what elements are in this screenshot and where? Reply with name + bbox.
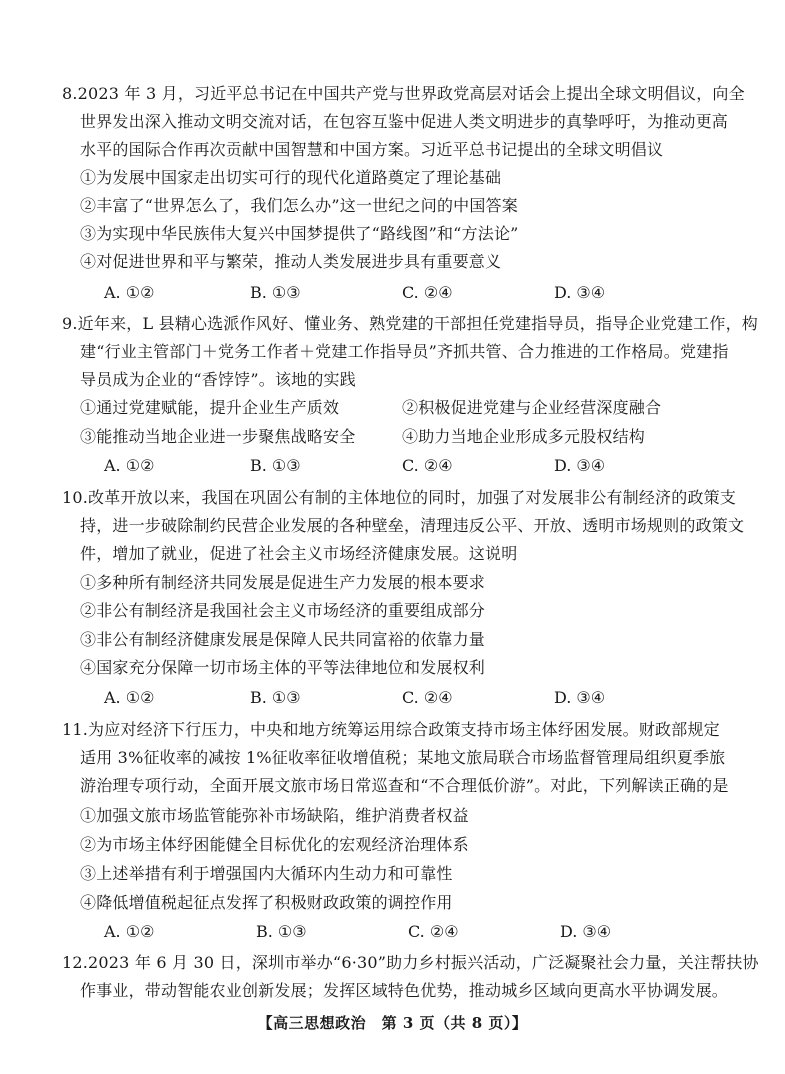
question-stem-line: 12.2023 年 6 月 30 日，深圳市举办“6·30”助力乡村振兴活动，广泛凝聚社会力量，关注帮扶协 (62, 953, 759, 972)
page-footer: 【高三思想政治 第 3 页（共 8 页）】 (257, 1014, 528, 1032)
statement-item: ②丰富了“世界怎么了，我们怎么办”这一世纪之问的中国答案 (80, 196, 518, 215)
choice-b: B. ①③ (256, 922, 307, 941)
choice-b: B. ①③ (250, 283, 301, 302)
statement-item: ③非公有制经济健康发展是保障人民共同富裕的依靠力量 (80, 630, 486, 649)
question-stem-line: 11.为应对经济下行压力，中央和地方统筹运用综合政策支持市场主体纾困发展。财政部规定 (62, 720, 720, 739)
statement-item: ②为市场主体纾困能健全目标优化的宏观经济治理体系 (80, 835, 469, 854)
choice-c: C. ②④ (408, 922, 459, 941)
choice-d: D. ③④ (554, 456, 606, 475)
choice-a: A. ①② (104, 688, 155, 707)
statement-item: ③为实现中华民族伟大复兴中国梦提供了“路线图”和“方法论” (80, 224, 519, 243)
question-stem-line: 作事业，带动智能农业创新发展；发挥区域特色优势，推动城乡区域向更高水平协调发展。 (80, 981, 729, 1000)
statement-item: ③上述举措有利于增强国内大循环内生动力和可靠性 (80, 864, 453, 883)
question-stem-line: 导员成为企业的“香饽饽”。该地的实践 (80, 370, 356, 389)
question-stem-line: 游治理专项行动，全面开展文旅市场日常巡查和“不合理低价游”。对此，下列解读正确的是 (80, 776, 729, 795)
statement-item: ①加强文旅市场监管能弥补市场缺陷，维护消费者权益 (80, 806, 469, 825)
statement-item: ④对促进世界和平与繁荣，推动人类发展进步具有重要意义 (80, 252, 502, 271)
statement-item: ④国家充分保障一切市场主体的平等法律地位和发展权利 (80, 658, 486, 677)
choice-d: D. ③④ (554, 688, 606, 707)
question-stem-line: 水平的国际合作再次贡献中国智慧和中国方案。习近平总书记提出的全球文明倡议 (80, 140, 664, 159)
statement-item: ①为发展中国家走出切实可行的现代化道路奠定了理论基础 (80, 168, 502, 187)
choice-d: D. ③④ (560, 922, 612, 941)
question-stem-line: 世界发出深入推动文明交流对话，在包容互鉴中促进人类文明进步的真挚呼吁，为推动更高 (80, 112, 729, 131)
statement-item: ④助力当地企业形成多元股权结构 (402, 427, 646, 446)
choice-c: C. ②④ (402, 283, 453, 302)
statement-item: ①多种所有制经济共同发展是促进生产力发展的根本要求 (80, 573, 486, 592)
choice-c: C. ②④ (402, 456, 453, 475)
choice-b: B. ①③ (250, 688, 301, 707)
question-stem-line: 10.改革开放以来，我国在巩固公有制的主体地位的同时，加强了对发展非公有制经济的政策支 (62, 488, 737, 507)
question-stem-line: 建“行业主管部门＋党务工作者＋党建工作指导员”齐抓共管、合力推进的工作格局。党建指 (80, 342, 729, 361)
choice-a: A. ①② (104, 922, 155, 941)
question-stem-line: 9.近年来，L 县精心选派作风好、懂业务、熟党建的干部担任党建指导员，指导企业党建工作，构 (62, 314, 758, 333)
choice-d: D. ③④ (554, 283, 606, 302)
statement-item: ①通过党建赋能，提升企业生产质效 (80, 398, 340, 417)
choice-c: C. ②④ (402, 688, 453, 707)
question-stem-line: 适用 3%征收率的减按 1%征收率征收增值税；某地文旅局联合市场监督管理局组织夏季旅 (80, 748, 726, 767)
question-stem-line: 件，增加了就业，促进了社会主义市场经济健康发展。这说明 (80, 544, 518, 563)
choice-a: A. ①② (104, 283, 155, 302)
question-stem-line: 8.2023 年 3 月，习近平总书记在中国共产党与世界政党高层对话会上提出全球文明倡议，向全 (62, 84, 745, 103)
statement-item: ②非公有制经济是我国社会主义市场经济的重要组成部分 (80, 601, 486, 620)
choice-b: B. ①③ (250, 456, 301, 475)
question-stem-line: 持，进一步破除制约民营企业发展的各种壁垒，清理违反公平、开放、透明市场规则的政策文 (80, 516, 745, 535)
statement-item: ④降低增值税起征点发挥了积极财政政策的调控作用 (80, 893, 453, 912)
statement-item: ③能推动当地企业进一步聚焦战略安全 (80, 427, 356, 446)
statement-item: ②积极促进党建与企业经营深度融合 (402, 398, 662, 417)
choice-a: A. ①② (104, 456, 155, 475)
